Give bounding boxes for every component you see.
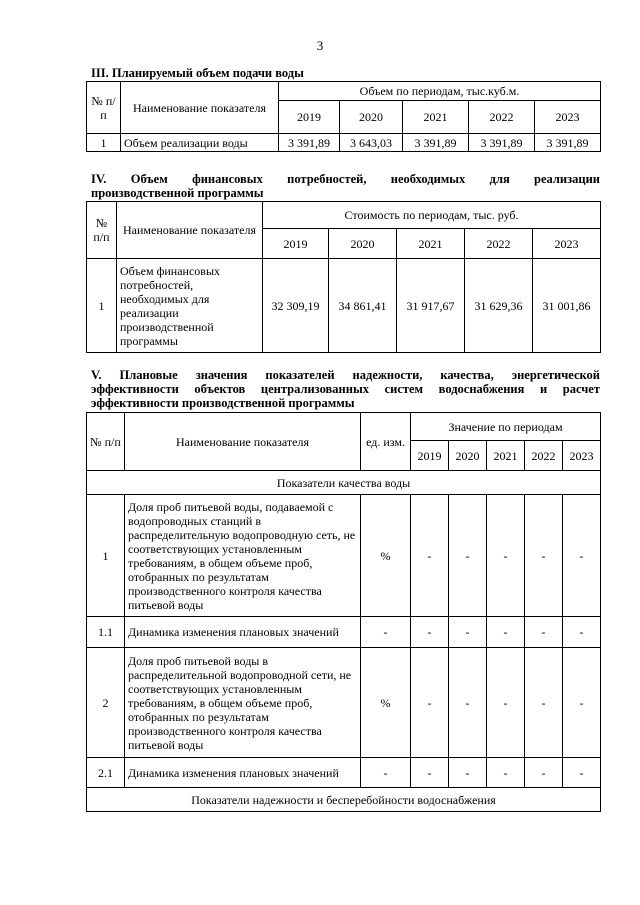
row-value: -	[487, 617, 525, 648]
row-value: 3 643,03	[340, 134, 403, 152]
section-5-title-line3: эффективности производственной программы	[91, 396, 355, 410]
year-header: 2021	[397, 229, 465, 259]
row-value: -	[411, 495, 449, 617]
section-4-title-line1: IV. Объем финансовых потребностей, необходимых для реализации	[91, 172, 600, 186]
row-value: 31 917,67	[397, 259, 465, 353]
year-header: 2019	[411, 441, 449, 471]
col-unit-header: ед. изм.	[361, 413, 411, 471]
row-num: 2	[87, 648, 125, 758]
row-value: 32 309,19	[263, 259, 329, 353]
year-header: 2022	[525, 441, 563, 471]
row-name: Динамика изменения плановых значений	[125, 617, 361, 648]
col-num-header: № п/п	[87, 413, 125, 471]
row-name: Динамика изменения плановых значений	[125, 758, 361, 788]
row-value: -	[411, 617, 449, 648]
row-value: -	[449, 617, 487, 648]
row-unit: -	[361, 617, 411, 648]
row-value: 31 629,36	[465, 259, 533, 353]
row-value: -	[525, 758, 563, 788]
col-name-header: Наименование показателя	[125, 413, 361, 471]
section-3-title: III. Планируемый объем подачи воды	[91, 66, 304, 80]
row-value: -	[525, 495, 563, 617]
row-value: -	[449, 495, 487, 617]
row-unit: %	[361, 495, 411, 617]
table-reliability-indicators	[86, 412, 601, 812]
table-row	[87, 495, 601, 617]
row-value: -	[487, 758, 525, 788]
row-unit: %	[361, 648, 411, 758]
table-row	[87, 617, 601, 648]
row-name: Объем реализации воды	[121, 134, 279, 152]
row-value: -	[525, 617, 563, 648]
section-4-title-line2: производственной программы	[91, 186, 264, 200]
row-value: -	[449, 648, 487, 758]
section-5-title-line2: эффективности объектов централизованных систем водоснабжения и расчет	[91, 382, 600, 396]
year-header: 2020	[449, 441, 487, 471]
year-header: 2023	[535, 101, 601, 134]
col-group-header: Объем по периодам, тыс.куб.м.	[279, 82, 601, 101]
table-water-supply	[86, 81, 601, 152]
row-num: 1	[87, 259, 117, 353]
year-header: 2020	[329, 229, 397, 259]
section-5-title-line1: V. Плановые значения показателей надежности, качества, энергетической	[91, 368, 600, 382]
row-value: 3 391,89	[279, 134, 340, 152]
col-group-header: Значение по периодам	[411, 413, 601, 441]
year-header: 2023	[563, 441, 601, 471]
table-financial-needs	[86, 201, 601, 353]
row-value: -	[449, 758, 487, 788]
row-num: 1	[87, 495, 125, 617]
row-name: Объем финансовых потребностей, необходимых для реализации производственной программы	[117, 259, 263, 353]
row-value: -	[563, 758, 601, 788]
col-num-header: № п/п	[87, 202, 117, 259]
group-header-quality: Показатели качества воды	[87, 471, 601, 495]
row-unit: -	[361, 758, 411, 788]
year-header: 2023	[533, 229, 601, 259]
table-row	[87, 758, 601, 788]
row-value: -	[411, 758, 449, 788]
row-value: 31 001,86	[533, 259, 601, 353]
row-name: Доля проб питьевой воды в распределительной водопроводной сети, не соответствующих установленным требованиям, в общем объеме проб, отобранных по результатам производственного контроля качества питьевой воды	[125, 648, 361, 758]
col-name-header: Наименование показателя	[117, 202, 263, 259]
year-header: 2019	[263, 229, 329, 259]
group-header-reliability: Показатели надежности и бесперебойности водоснабжения	[87, 788, 601, 812]
row-value: 3 391,89	[403, 134, 469, 152]
row-value: 34 861,41	[329, 259, 397, 353]
year-header: 2022	[465, 229, 533, 259]
col-num-header: № п/п	[87, 82, 121, 134]
row-num: 2.1	[87, 758, 125, 788]
section-4-title	[91, 172, 600, 200]
row-value: -	[411, 648, 449, 758]
row-value: -	[487, 495, 525, 617]
table-row	[87, 259, 601, 353]
table-row	[87, 648, 601, 758]
col-name-header: Наименование показателя	[121, 82, 279, 134]
year-header: 2020	[340, 101, 403, 134]
row-value: -	[563, 617, 601, 648]
year-header: 2022	[469, 101, 535, 134]
row-num: 1	[87, 134, 121, 152]
row-value: -	[563, 648, 601, 758]
row-value: -	[563, 495, 601, 617]
row-name: Доля проб питьевой воды, подаваемой с водопроводных станций в распределительную водопроводную сеть, не соответствующих установленным требованиям, в общем объеме проб, отобранных по результатам производственного контроля качества питьевой воды	[125, 495, 361, 617]
year-header: 2021	[403, 101, 469, 134]
row-num: 1.1	[87, 617, 125, 648]
year-header: 2021	[487, 441, 525, 471]
row-value: 3 391,89	[469, 134, 535, 152]
page-number: 3	[316, 38, 324, 53]
year-header: 2019	[279, 101, 340, 134]
row-value: 3 391,89	[535, 134, 601, 152]
section-5-title	[91, 368, 600, 410]
col-group-header: Стоимость по периодам, тыс. руб.	[263, 202, 601, 229]
table-row	[87, 134, 601, 152]
row-value: -	[487, 648, 525, 758]
row-value: -	[525, 648, 563, 758]
